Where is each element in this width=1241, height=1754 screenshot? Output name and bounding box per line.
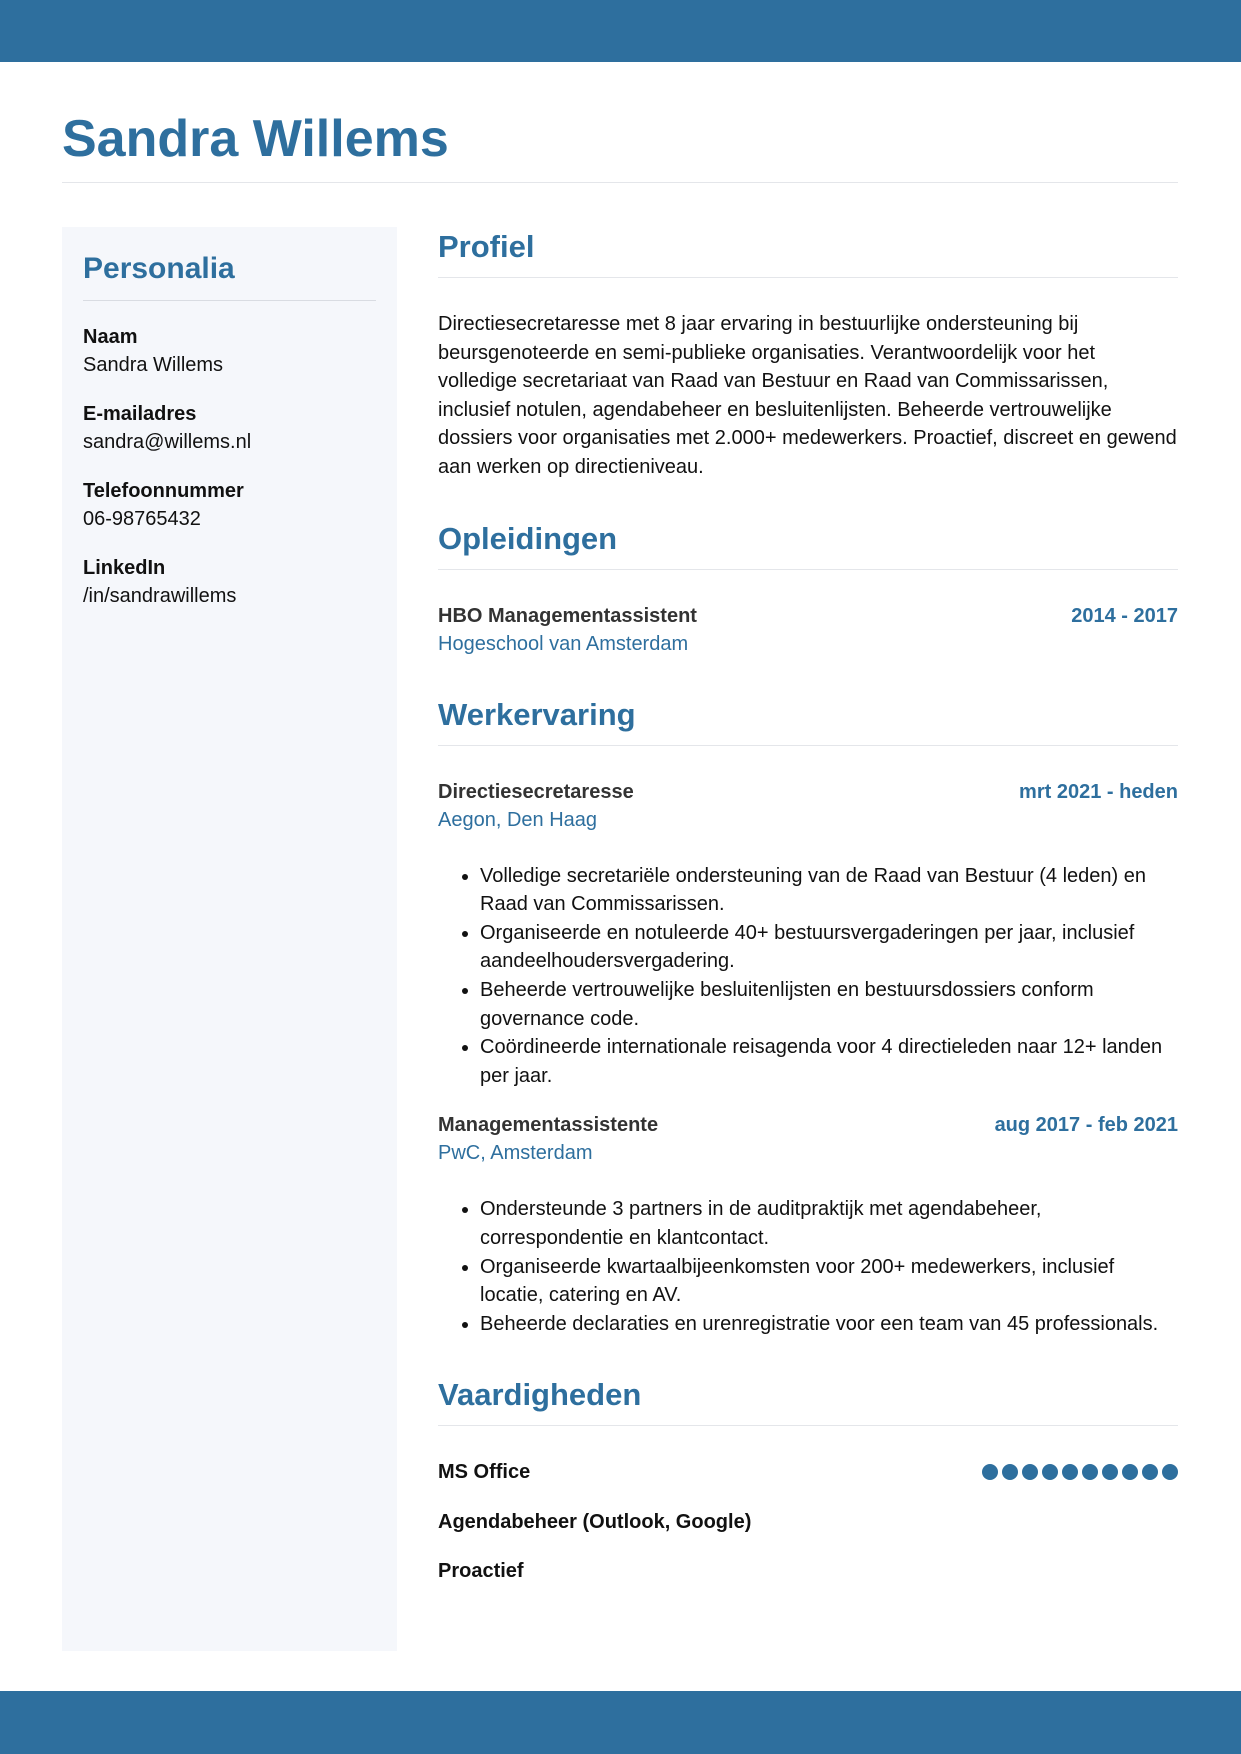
job-entry (438, 778, 1178, 1091)
personal-info-sidebar (62, 227, 397, 1651)
profile-text: Directiesecretaresse met 8 jaar ervaring in bestuurlijke ondersteuning bij beursgenoteerde en semi-publieke organisaties. Verantwoordelijk voor het volledige secretariaat van Raad van Bestuur en Raad van Commissarissen, inclusief notulen, agendabeheer en besluitenlijsten. Beheerde vertrouwelijke dossiers voor organisaties met 2.000+ medewerkers. Proactief, discreet en gewend aan werken op directieniveau. (438, 313, 1177, 478)
education-section (438, 515, 1178, 658)
skills-section (438, 1371, 1178, 1585)
list-item: • Organiseerde en notuleerde 40+ bestuursvergaderingen per jaar, inclusief aandeelhoudersvergadering. (480, 919, 1178, 976)
skill-row (438, 1557, 1178, 1585)
section-title: Werkervaring (438, 696, 636, 732)
skill-level-dot (1082, 1464, 1098, 1480)
personal-info-email (83, 400, 376, 456)
section-divider (438, 277, 1178, 278)
header-divider (62, 182, 1178, 183)
list-item: • Coördineerde internationale reisagenda voor 4 directieleden naar 12+ landen per jaar. (480, 1033, 1178, 1090)
list-item: • Beheerde vertrouwelijke besluitenlijsten en bestuursdossiers conform governance code. (480, 976, 1178, 1033)
personal-info-linkedin (83, 554, 376, 610)
school-name: Hogeschool van Amsterdam (438, 632, 689, 655)
info-value: Sandra Willems (83, 354, 224, 376)
education-period: 2014 - 2017 (1071, 604, 1178, 627)
job-bullets (438, 862, 1178, 1091)
list-item: • Volledige secretariële ondersteuning van de Raad van Bestuur (4 leden) en Raad van Commissarissen. (480, 862, 1178, 919)
list-item: • Ondersteunde 3 partners in de auditpraktijk met agendabeheer, correspondentie en klantcontact. (480, 1195, 1178, 1252)
job-company: PwC, Amsterdam (438, 1142, 593, 1165)
job-period: mrt 2021 - heden (1019, 780, 1178, 803)
skill-level-dot (1002, 1464, 1018, 1480)
skill-name: Proactief (438, 1560, 524, 1583)
skill-level-dot (1022, 1464, 1038, 1480)
list-item: • Beheerde declaraties en urenregistratie voor een team van 45 professionals. (480, 1310, 1178, 1339)
job-bullets (438, 1195, 1178, 1338)
section-title: Profiel (438, 229, 535, 264)
sidebar-title: Personalia (83, 252, 235, 285)
skill-name: Agendabeheer (Outlook, Google) (438, 1511, 752, 1534)
info-label: Telefoonnummer (83, 480, 244, 502)
skill-level-dot (1042, 1464, 1058, 1480)
skill-row (438, 1508, 1178, 1536)
profile-section (438, 223, 1178, 482)
info-label: LinkedIn (83, 557, 166, 579)
skill-level-dot (1062, 1464, 1078, 1480)
info-label: Naam (83, 326, 138, 348)
job-role: Directiesecretaresse (438, 780, 634, 803)
section-divider (438, 1425, 1178, 1426)
section-title: Opleidingen (438, 520, 618, 556)
bottom-accent-bar (0, 1691, 1241, 1754)
skill-row (438, 1458, 1178, 1486)
section-title: Vaardigheden (438, 1377, 642, 1413)
section-divider (438, 745, 1178, 746)
job-company: Aegon, Den Haag (438, 808, 598, 831)
skill-level-dot (1162, 1464, 1178, 1480)
skill-level-dots (982, 1464, 1178, 1480)
personal-info-phone (83, 477, 376, 533)
skill-name: MS Office (438, 1461, 531, 1484)
linkedin-link[interactable]: /in/sandrawillems (83, 585, 237, 607)
skill-level-dot (1142, 1464, 1158, 1480)
info-value: 06-98765432 (83, 508, 201, 530)
sidebar-divider (83, 300, 376, 301)
skill-level-dot (982, 1464, 998, 1480)
main-content (438, 223, 1178, 1585)
top-accent-bar (0, 0, 1241, 62)
job-entry (438, 1111, 1178, 1338)
degree-title: HBO Managementassistent (438, 604, 697, 627)
list-item: • Organiseerde kwartaalbijeenkomsten voor 200+ medewerkers, inclusief locatie, catering en AV. (480, 1253, 1178, 1310)
skill-level-dot (1102, 1464, 1118, 1480)
email-link[interactable]: sandra@willems.nl (83, 431, 252, 453)
experience-section (438, 691, 1178, 1339)
skill-level-dot (1122, 1464, 1138, 1480)
candidate-name: Sandra Willems (62, 110, 449, 168)
job-role: Managementassistente (438, 1114, 659, 1137)
job-period: aug 2017 - feb 2021 (994, 1114, 1178, 1137)
section-divider (438, 569, 1178, 570)
personal-info-name (83, 323, 376, 379)
education-entry (438, 602, 1178, 658)
info-label: E-mailadres (83, 403, 197, 425)
